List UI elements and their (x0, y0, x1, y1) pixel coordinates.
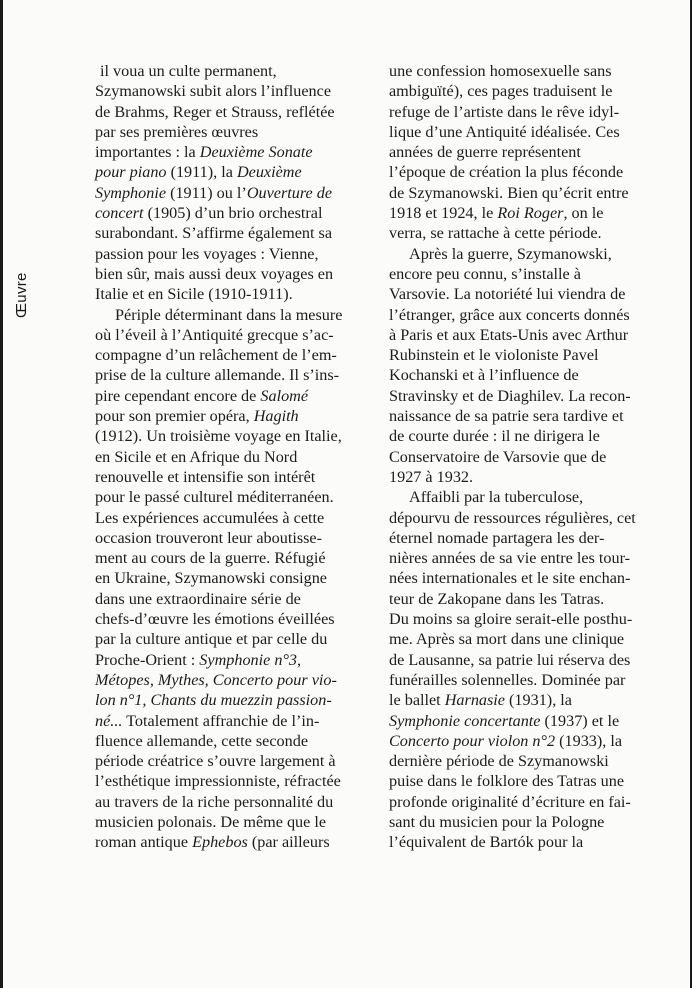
text-line (389, 508, 674, 528)
text-run: puise dans le folklore des Tatras une (389, 772, 625, 791)
text-line (389, 589, 674, 609)
text-line (95, 81, 383, 101)
text-run: l’équivalent de Bartók pour la (389, 833, 584, 852)
text-line (389, 426, 674, 446)
text-run: , on le (563, 204, 604, 223)
text-line (389, 122, 674, 142)
text-line (95, 731, 383, 751)
text-line (95, 487, 383, 507)
text-run: Totalement affranchie de l’in- (122, 711, 320, 730)
text-run: (par ailleurs (247, 833, 330, 852)
text-line (389, 406, 674, 426)
text-run: Rubinstein et le violoniste Pavel (389, 346, 599, 365)
text-line (389, 284, 674, 304)
text-run: nières années de sa vie entre les tour- (389, 549, 631, 568)
text-line (389, 690, 674, 710)
text-run: dernière période de Szymanowski (389, 752, 609, 771)
text-run: Kochanski et à l’influence de (389, 366, 579, 385)
text-run: teur de Zakopane dans les Tatras. (389, 589, 605, 608)
text-run: importantes : la (95, 143, 200, 162)
text-run: funérailles solennelles. Dominée par (389, 670, 626, 689)
italic-title: Deuxième Sonate (199, 143, 313, 162)
text-line (389, 629, 674, 649)
text-run: musicien polonais. De même que le (95, 812, 327, 831)
text-line (95, 589, 383, 609)
text-line (389, 102, 674, 122)
text-run: Du moins sa gloire serait-elle posthu- (389, 610, 633, 629)
text-line (389, 61, 674, 81)
text-run: par ses premières œuvres (95, 122, 259, 141)
text-line (389, 203, 674, 223)
text-line (95, 447, 383, 467)
text-column-right (389, 61, 674, 853)
text-line (95, 771, 383, 791)
section-label: Œuvre (13, 272, 30, 318)
text-run: années de guerre représentent (389, 143, 581, 162)
text-line (95, 162, 383, 182)
text-run: profonde originalité d’écriture en fai- (389, 792, 631, 811)
text-column-left (95, 61, 383, 853)
text-run: bien sûr, mais aussi deux voyages en (95, 264, 334, 283)
text-run: surabondant. S’affirme également sa (95, 224, 333, 243)
text-line (389, 548, 674, 568)
text-run: Les expériences accumulées à cette (95, 508, 325, 527)
text-run: chefs-d’œuvre les émotions éveillées (95, 610, 335, 629)
italic-title: Symphonie concertante (389, 711, 541, 730)
text-line (95, 345, 383, 365)
text-run: pire cependant encore de (95, 386, 261, 405)
text-line (95, 792, 383, 812)
text-run: Périple déterminant dans la mesure (115, 305, 343, 324)
text-run: Conservatoire de Varsovie que de (389, 447, 607, 466)
text-line (389, 487, 674, 507)
italic-title: lon n°1, Chants du muezzin passion- (95, 691, 332, 710)
text-run: ment au cours de la guerre. Réfugié (95, 549, 326, 568)
text-line (389, 832, 674, 852)
text-run: Italie et en Sicile (1910-1911). (95, 285, 293, 304)
text-line (95, 284, 383, 304)
text-run: lique d’une Antiquité idéalisée. Ces (389, 122, 620, 141)
text-line (389, 568, 674, 588)
text-line (95, 264, 383, 284)
text-run: ambiguïté), ces pages traduisent le (389, 82, 613, 101)
text-run: verra, se rattache à cette période. (389, 224, 602, 243)
text-run: (1931), la (505, 691, 572, 710)
text-line (389, 731, 674, 751)
text-line (95, 670, 383, 690)
text-line (389, 528, 674, 548)
text-run: de Szymanowski. Bien qu’écrit entre (389, 183, 629, 202)
text-run: fluence allemande, cette seconde (95, 731, 309, 750)
text-run: (1911), la (166, 163, 237, 182)
text-line (389, 162, 674, 182)
text-run: naissance de sa patrie sera tardive et (389, 407, 624, 426)
text-line (95, 548, 383, 568)
text-run: une confession homosexuelle sans (389, 62, 612, 80)
text-run: l’époque de création la plus féconde (389, 163, 624, 182)
text-line (95, 365, 383, 385)
text-run: occasion trouveront leur aboutisse- (95, 528, 323, 547)
text-line (95, 244, 383, 264)
text-line (95, 223, 383, 243)
text-line (95, 690, 383, 710)
text-run: par la culture antique et par celle du (95, 630, 328, 649)
text-line (95, 386, 383, 406)
text-line (95, 629, 383, 649)
text-run: 1927 à 1932. (389, 467, 474, 486)
italic-title: concert (95, 204, 144, 223)
italic-title: Salomé (260, 386, 309, 405)
italic-title: Symphonie n°3, (199, 650, 302, 669)
text-run: (1933), la (555, 731, 623, 750)
text-line (95, 812, 383, 832)
text-run: refuge de l’artiste dans le rêve idyl- (389, 102, 620, 121)
text-run: nées internationales et le site enchan- (389, 569, 631, 588)
text-line (95, 325, 383, 345)
text-run: pour son premier opéra, (95, 407, 254, 426)
text-run: 1918 et 1924, le (389, 204, 498, 223)
text-run: Après la guerre, Szymanowski, (409, 244, 612, 263)
text-line (95, 751, 383, 771)
text-run: en Ukraine, Szymanowski consigne (95, 569, 327, 588)
text-run: l’esthétique impressionniste, réfractée (95, 772, 341, 791)
text-line (389, 447, 674, 467)
text-run: prise de la culture allemande. Il s’ins- (95, 366, 340, 385)
text-run: dépourvu de ressources régulières, cet (389, 508, 636, 527)
text-line (95, 832, 383, 852)
text-run: (1937) et le (540, 711, 620, 730)
text-run: me. Après sa mort dans une clinique (389, 630, 625, 649)
text-run: pour le passé culturel méditerranéen. (95, 488, 334, 507)
text-line (95, 467, 383, 487)
text-line (95, 102, 383, 122)
text-line (95, 203, 383, 223)
text-line (389, 365, 674, 385)
text-run: (1911) ou l’ (166, 183, 247, 202)
text-run: en Sicile et en Afrique du Nord (95, 447, 298, 466)
text-line (95, 122, 383, 142)
text-run: Affaibli par la tuberculose, (409, 488, 584, 507)
text-line (389, 751, 674, 771)
italic-title: Roi Roger (497, 204, 564, 223)
text-run: (1912). Un troisième voyage en Italie, (95, 427, 342, 446)
text-line (95, 305, 383, 325)
text-line (389, 812, 674, 832)
text-line (389, 223, 674, 243)
text-line (389, 81, 674, 101)
italic-title: Harnasie (444, 691, 505, 710)
text-line (389, 142, 674, 162)
text-line (389, 386, 674, 406)
italic-title: Symphonie (95, 183, 167, 202)
text-line (95, 61, 383, 81)
italic-title: né... (95, 711, 123, 730)
italic-title: Métopes, Mythes, Concerto pour vio- (95, 670, 337, 689)
text-run: Stravinsky et de Diaghilev. La recon- (389, 386, 631, 405)
text-line (389, 609, 674, 629)
text-run: roman antique (95, 833, 193, 852)
text-line (389, 244, 674, 264)
text-run: dans une extraordinaire série de (95, 589, 301, 608)
text-line (389, 305, 674, 325)
text-run: encore peu connu, s’installe à (389, 264, 581, 283)
text-run: renouvelle et intensifie son intérêt (95, 467, 316, 486)
text-line (95, 650, 383, 670)
text-run: Varsovie. La notoriété lui viendra de (389, 285, 626, 304)
text-line (389, 650, 674, 670)
text-line (389, 325, 674, 345)
text-run: de courte durée : il ne dirigera le (389, 427, 600, 446)
text-run: Szymanowski subit alors l’influence (95, 82, 332, 101)
text-run: compagne d’un relâchement de l’em- (95, 346, 337, 365)
text-line (389, 183, 674, 203)
text-run: éternel nomade partagera les der- (389, 528, 605, 547)
text-line (95, 508, 383, 528)
text-run: à Paris et aux Etats-Unis avec Arthur (389, 325, 629, 344)
text-run: sant du musicien pour la Pologne (389, 812, 605, 831)
text-line (389, 771, 674, 791)
text-line (389, 467, 674, 487)
text-run: Proche-Orient : (95, 650, 200, 669)
text-line (95, 406, 383, 426)
text-run: (1905) d’un brio orchestral (143, 204, 323, 223)
text-run: période créatrice s’ouvre largement à (95, 752, 336, 771)
text-run: il voua un culte permanent, (100, 62, 277, 80)
text-line (389, 264, 674, 284)
text-run: où l’éveil à l’Antiquité grecque s’ac- (95, 325, 334, 344)
text-line (95, 528, 383, 548)
text-line (95, 142, 383, 162)
text-run: de Brahms, Reger et Strauss, reflétée (95, 102, 335, 121)
italic-title: Ouverture de (246, 183, 333, 202)
text-run: au travers de la riche personnalité du (95, 792, 334, 811)
text-line (389, 345, 674, 365)
text-line (95, 609, 383, 629)
text-run: l’étranger, grâce aux concerts donnés (389, 305, 630, 324)
italic-title: Deuxième (236, 163, 302, 182)
text-line (389, 670, 674, 690)
text-line (389, 792, 674, 812)
text-line (389, 711, 674, 731)
text-line (95, 711, 383, 731)
text-run: le ballet (389, 691, 445, 710)
italic-title: Ephebos (192, 833, 248, 852)
text-run: passion pour les voyages : Vienne, (95, 244, 319, 263)
italic-title: Hagith (253, 407, 299, 426)
text-line (95, 568, 383, 588)
text-run: de Lausanne, sa patrie lui réserva des (389, 650, 631, 669)
italic-title: Concerto pour violon n°2 (389, 731, 556, 750)
text-line (95, 183, 383, 203)
text-line (95, 426, 383, 446)
italic-title: pour piano (95, 163, 167, 182)
